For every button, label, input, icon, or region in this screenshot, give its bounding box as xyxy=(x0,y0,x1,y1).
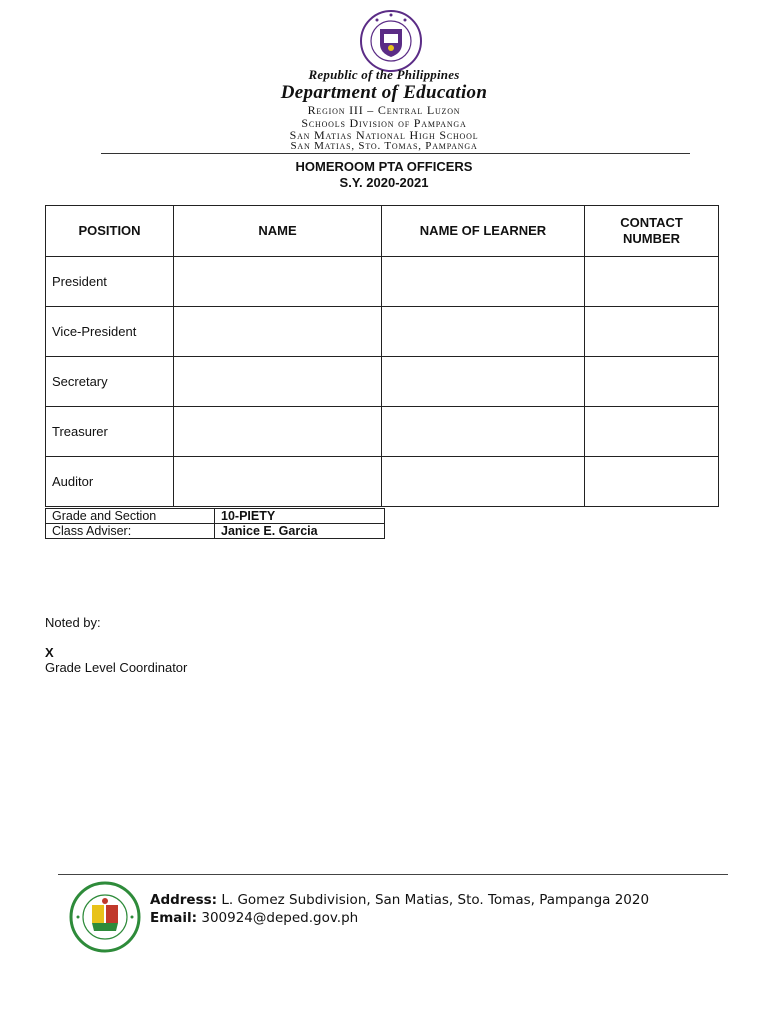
school-year: S.Y. 2020-2021 xyxy=(339,175,429,190)
learner-cell[interactable] xyxy=(382,457,585,507)
column-header-name: NAME xyxy=(174,206,382,257)
footer-address xyxy=(150,892,649,908)
learner-cell[interactable] xyxy=(382,307,585,357)
grade-section-row xyxy=(46,509,385,524)
table-row xyxy=(46,257,719,307)
class-info-table xyxy=(45,508,385,539)
table-row xyxy=(46,307,719,357)
footer-divider xyxy=(58,874,728,875)
table-row xyxy=(46,407,719,457)
class-adviser-value: Janice E. Garcia xyxy=(215,524,385,539)
address-value: L. Gomez Subdivision, San Matias, Sto. Tomas, Pampanga 2020 xyxy=(221,892,650,908)
school-logo xyxy=(66,881,144,953)
position-cell: Secretary xyxy=(46,357,174,407)
contact-cell[interactable] xyxy=(585,457,719,507)
header-divider xyxy=(101,153,690,154)
table-header-row xyxy=(46,206,719,257)
grade-section-value: 10-PIETY xyxy=(215,509,385,524)
contact-cell[interactable] xyxy=(585,407,719,457)
department-heading: Department of Education xyxy=(280,82,488,103)
address-label: Address: xyxy=(150,892,218,908)
name-cell[interactable] xyxy=(174,307,382,357)
footer-email xyxy=(150,910,358,926)
document-title: HOMEROOM PTA OFFICERS xyxy=(295,159,473,174)
column-header-contact: CONTACT NUMBER xyxy=(585,206,719,257)
contact-cell[interactable] xyxy=(585,357,719,407)
grade-section-label: Grade and Section xyxy=(46,509,215,524)
division-line: Schools Division of Pampanga xyxy=(301,116,467,130)
class-adviser-row xyxy=(46,524,385,539)
school-location-line: San Matias, Sto. Tomas, Pampanga xyxy=(290,140,478,152)
position-cell: Vice-President xyxy=(46,307,174,357)
contact-cell[interactable] xyxy=(585,257,719,307)
position-cell: Auditor xyxy=(46,457,174,507)
class-adviser-label: Class Adviser: xyxy=(46,524,215,539)
republic-heading: Republic of the Philippines xyxy=(308,67,460,82)
region-line: Region III – Central Luzon xyxy=(307,103,461,117)
email-value[interactable]: 300924@deped.gov.ph xyxy=(201,910,359,926)
deped-seal-logo xyxy=(360,10,422,72)
table-row xyxy=(46,457,719,507)
position-cell: Treasurer xyxy=(46,407,174,457)
position-cell: President xyxy=(46,257,174,307)
coordinator-title: Grade Level Coordinator xyxy=(45,660,188,675)
signature-mark: X xyxy=(45,645,54,660)
learner-cell[interactable] xyxy=(382,257,585,307)
contact-cell[interactable] xyxy=(585,307,719,357)
learner-cell[interactable] xyxy=(382,407,585,457)
name-cell[interactable] xyxy=(174,357,382,407)
noted-by-label: Noted by: xyxy=(45,615,101,630)
name-cell[interactable] xyxy=(174,457,382,507)
pta-officers-table xyxy=(45,205,719,507)
column-header-position: POSITION xyxy=(46,206,174,257)
name-cell[interactable] xyxy=(174,257,382,307)
column-header-learner: NAME OF LEARNER xyxy=(382,206,585,257)
email-label: Email: xyxy=(150,910,198,926)
name-cell[interactable] xyxy=(174,407,382,457)
school-name-line: San Matias National High School xyxy=(289,128,479,142)
table-row xyxy=(46,357,719,407)
learner-cell[interactable] xyxy=(382,357,585,407)
